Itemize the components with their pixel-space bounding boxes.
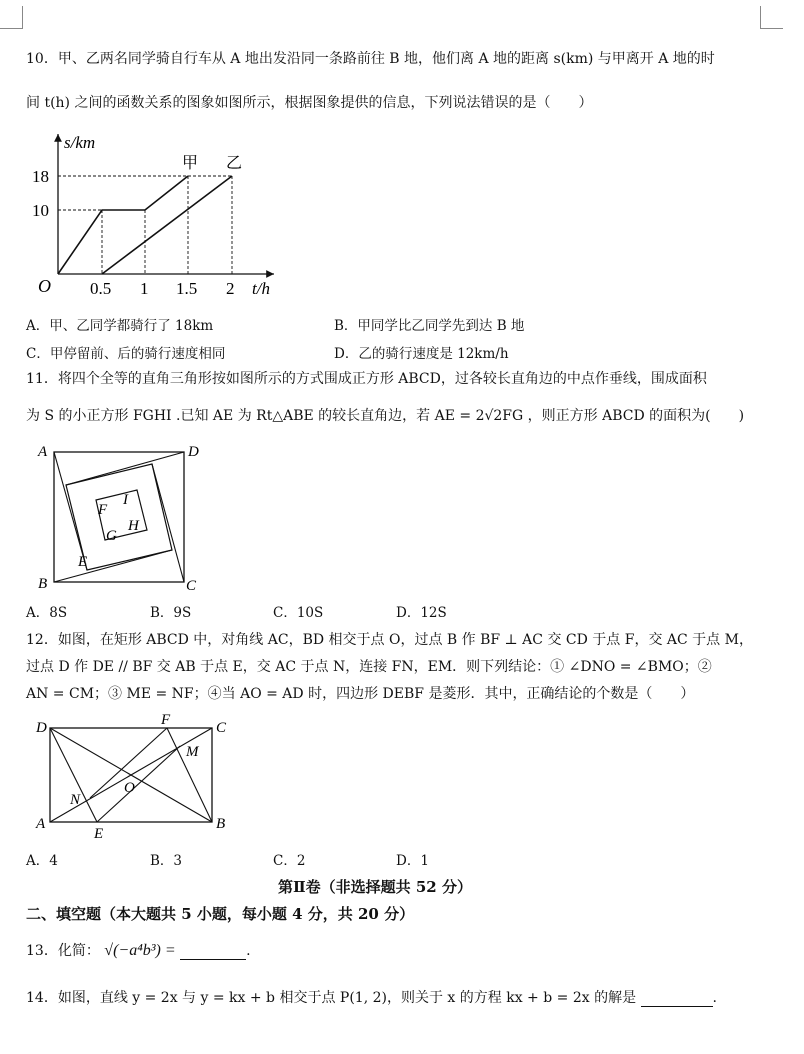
q11-label-e: E	[78, 554, 88, 570]
q14-period: .	[712, 990, 717, 1006]
q12-label-d: D	[36, 720, 47, 736]
q12-label-m: M	[186, 744, 199, 760]
q13-expression: √(−a⁴b³) =	[104, 942, 176, 959]
q11-option-d: D．12S	[396, 605, 447, 621]
q12-label-c: C	[216, 720, 227, 736]
q12-line3: AN = CM；③ ME = NF；④当 AO = AD 时，四边形 DEBF 是菱形．其中，正确结论的个数是（ ）	[26, 686, 695, 702]
section2-subtitle: 二、填空题（本大题共 5 小题，每小题 4 分，共 20 分）	[26, 905, 415, 923]
page-corner-mark-right	[760, 6, 783, 29]
q10-jia-line	[58, 176, 188, 274]
q10-y-axis-label: s/km	[64, 133, 96, 152]
q14-answer-blank[interactable]	[641, 990, 713, 1007]
q11-label-d: D	[188, 444, 199, 460]
q12-figure	[30, 712, 250, 842]
q11-label-i: I	[123, 492, 128, 508]
q11-option-b: B．9S	[150, 605, 192, 621]
q14-text: 14．如图，直线 y = 2x 与 y = kx + b 相交于点 P(1, 2)，则关于 x 的方程 kx + b = 2x 的解是	[26, 990, 637, 1006]
q10-option-d: D．乙的骑行速度是 12km/h	[334, 346, 509, 362]
q10-x-tick-1: 1	[140, 279, 149, 298]
q12-label-f: F	[161, 712, 171, 728]
q14	[26, 987, 717, 1007]
q12-line1: 12．如图，在矩形 ABCD 中，对角线 AC，BD 相交于点 O，过点 B 作 BF ⊥ AC 交 CD 于点 F，交 AC 于点 M，	[26, 632, 753, 648]
q10-graph	[22, 128, 282, 308]
q13	[26, 940, 251, 960]
section2-title: 第Ⅱ卷（非选择题共 52 分）	[278, 878, 472, 896]
q10-yi-line	[102, 176, 232, 274]
q12-option-a: A．4	[26, 853, 58, 869]
q12-option-b: B．3	[150, 853, 183, 869]
q12-label-n: N	[70, 792, 81, 808]
q11-label-c: C	[186, 578, 197, 594]
q12-option-d: D．1	[396, 853, 429, 869]
q10-x-axis-label: t/h	[252, 279, 270, 298]
q10-origin-label: O	[38, 276, 51, 296]
q10-option-a: A．甲、乙同学都骑行了 18km	[26, 318, 214, 334]
q10-y-tick-18: 18	[32, 167, 49, 186]
q10-x-tick-2: 2	[226, 279, 235, 298]
page-corner-mark-left	[0, 6, 23, 29]
q10-jia-label: 甲	[182, 155, 199, 172]
q12-label-b: B	[216, 816, 226, 832]
q13-prefix: 13．化简：	[26, 943, 100, 959]
q13-answer-blank[interactable]	[180, 943, 246, 960]
q11-label-h: H	[128, 518, 139, 534]
q13-period: .	[246, 943, 251, 959]
q11-label-g: G	[106, 528, 117, 544]
q12-option-c: C．2	[273, 853, 306, 869]
q10-yi-label: 乙	[226, 155, 243, 172]
q11-option-a: A．8S	[26, 605, 68, 621]
q10-line1: 10．甲、乙两名同学骑自行车从 A 地出发沿同一条路前往 B 地，他们离 A 地的距离 s(km) 与甲离开 A 地的时	[26, 51, 715, 67]
q11-line2: 为 S 的小正方形 FGHI .已知 AE 为 Rt△ABE 的较长直角边，若 AE = 2√2FG ，则正方形 ABCD 的面积为( )	[26, 408, 745, 424]
q11-label-b: B	[38, 576, 48, 592]
q10-x-tick-1.5: 1.5	[176, 279, 198, 298]
q10-y-tick-10: 10	[32, 201, 49, 220]
q11-label-a: A	[38, 444, 48, 460]
q11-label-f: F	[98, 502, 108, 518]
q12-label-o: O	[124, 780, 135, 796]
q10-line2: 间 t(h) 之间的函数关系的图象如图所示，根据图象提供的信息，下列说法错误的是（ ）	[26, 95, 593, 111]
q11-option-c: C．10S	[273, 605, 324, 621]
q11-figure	[30, 440, 220, 600]
q12-line2: 过点 D 作 DE // BF 交 AB 于点 E，交 AC 于点 N，连接 FN，EM．则下列结论：① ∠DNO = ∠BMO；②	[26, 659, 712, 675]
q10-x-tick-0.5: 0.5	[90, 279, 112, 298]
q12-label-e: E	[94, 826, 104, 842]
q11-line1: 11．将四个全等的直角三角形按如图所示的方式围成正方形 ABCD，过各较长直角边的中点作垂线，围成面积	[26, 371, 707, 387]
q10-option-c: C．甲停留前、后的骑行速度相同	[26, 346, 226, 362]
q10-option-b: B．甲同学比乙同学先到达 B 地	[334, 318, 525, 334]
q12-label-a: A	[36, 816, 46, 832]
